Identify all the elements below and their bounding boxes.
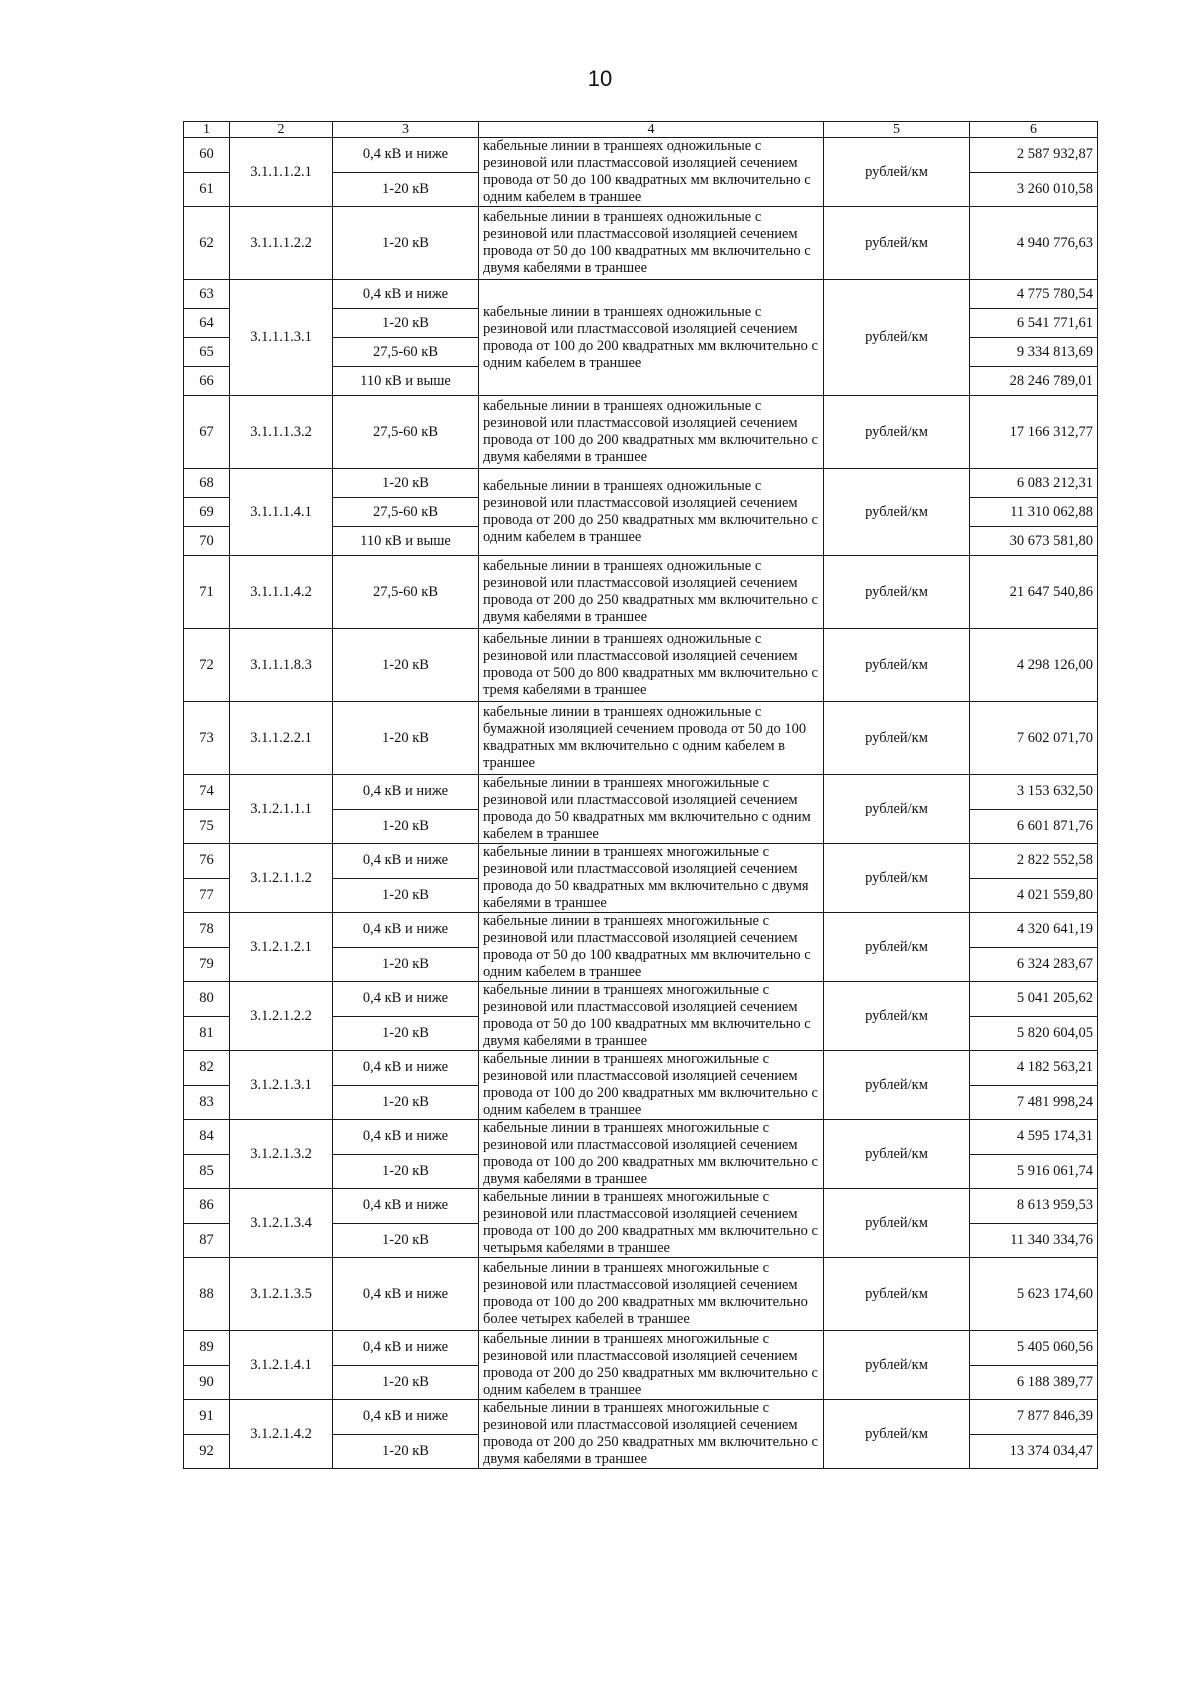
item-description: кабельные линии в траншеях одножильные с резиновой или пластмассовой изоляцией сечением провода от 200 до 250 квадратных мм включительно с одним кабелем в траншее [479,469,824,556]
price: 5 405 060,56 [970,1331,1098,1366]
voltage-class: 1-20 кВ [333,1016,479,1051]
voltage-class: 1-20 кВ [333,629,479,702]
price: 4 298 126,00 [970,629,1098,702]
item-code: 3.1.2.1.3.4 [230,1189,333,1258]
item-code: 3.1.2.1.1.2 [230,844,333,913]
price: 11 310 062,88 [970,498,1098,527]
table-row [184,396,1098,469]
price: 6 324 283,67 [970,947,1098,982]
price: 13 374 034,47 [970,1434,1098,1469]
voltage-class: 1-20 кВ [333,1154,479,1189]
voltage-class: 0,4 кВ и ниже [333,1331,479,1366]
table-row [184,913,1098,948]
row-number: 92 [184,1434,230,1469]
price: 17 166 312,77 [970,396,1098,469]
unit: рублей/км [824,1189,970,1258]
row-number: 72 [184,629,230,702]
tariff-table [183,121,1098,1469]
price: 3 153 632,50 [970,775,1098,810]
page-number: 10 [587,66,613,91]
voltage-class: 1-20 кВ [333,809,479,844]
row-number: 90 [184,1365,230,1400]
row-number: 85 [184,1154,230,1189]
voltage-class: 1-20 кВ [333,1223,479,1258]
item-code: 3.1.1.1.3.1 [230,280,333,396]
table-row [184,844,1098,879]
header-row [184,122,1098,138]
row-number: 64 [184,309,230,338]
row-number: 69 [184,498,230,527]
unit: рублей/км [824,844,970,913]
row-number: 87 [184,1223,230,1258]
item-description: кабельные линии в траншеях многожильные с резиновой или пластмассовой изоляцией сечением провода от 50 до 100 квадратных мм включительно с двумя кабелями в траншее [479,982,824,1051]
column-header: 5 [824,122,970,138]
row-number: 61 [184,172,230,207]
row-number: 76 [184,844,230,879]
item-description: кабельные линии в траншеях одножильные с резиновой или пластмассовой изоляцией сечением провода от 50 до 100 квадратных мм включительно с одним кабелем в траншее [479,138,824,207]
unit: рублей/км [824,138,970,207]
item-code: 3.1.1.1.3.2 [230,396,333,469]
price: 30 673 581,80 [970,527,1098,556]
row-number: 67 [184,396,230,469]
unit: рублей/км [824,556,970,629]
row-number: 68 [184,469,230,498]
unit: рублей/км [824,1400,970,1469]
price: 6 188 389,77 [970,1365,1098,1400]
voltage-class: 1-20 кВ [333,207,479,280]
item-code: 3.1.2.1.3.5 [230,1258,333,1331]
item-description: кабельные линии в траншеях одножильные с резиновой или пластмассовой изоляцией сечением провода от 100 до 200 квадратных мм включительно с двумя кабелями в траншее [479,396,824,469]
voltage-class: 1-20 кВ [333,1085,479,1120]
item-code: 3.1.1.1.4.1 [230,469,333,556]
table-row [184,1189,1098,1224]
table-row [184,775,1098,810]
table-row [184,1120,1098,1155]
unit: рублей/км [824,1258,970,1331]
item-description: кабельные линии в траншеях одножильные с резиновой или пластмассовой изоляцией сечением провода от 100 до 200 квадратных мм включительно с одним кабелем в траншее [479,280,824,396]
item-description: кабельные линии в траншеях многожильные с резиновой или пластмассовой изоляцией сечением провода от 100 до 200 квадратных мм включительно с двумя кабелями в траншее [479,1120,824,1189]
voltage-class: 27,5-60 кВ [333,498,479,527]
unit: рублей/км [824,396,970,469]
voltage-class: 110 кВ и выше [333,367,479,396]
voltage-class: 0,4 кВ и ниже [333,775,479,810]
price: 7 877 846,39 [970,1400,1098,1435]
row-number: 75 [184,809,230,844]
price: 11 340 334,76 [970,1223,1098,1258]
item-description: кабельные линии в траншеях одножильные с бумажной изоляцией сечением провода от 50 до 100 квадратных мм включительно с одним кабелем в траншее [479,702,824,775]
row-number: 89 [184,1331,230,1366]
price: 4 940 776,63 [970,207,1098,280]
item-description: кабельные линии в траншеях одножильные с резиновой или пластмассовой изоляцией сечением провода от 200 до 250 квадратных мм включительно с двумя кабелями в траншее [479,556,824,629]
column-header: 2 [230,122,333,138]
voltage-class: 0,4 кВ и ниже [333,1400,479,1435]
price: 5 916 061,74 [970,1154,1098,1189]
column-header: 6 [970,122,1098,138]
price: 6 601 871,76 [970,809,1098,844]
voltage-class: 1-20 кВ [333,309,479,338]
price: 21 647 540,86 [970,556,1098,629]
voltage-class: 1-20 кВ [333,878,479,913]
voltage-class: 0,4 кВ и ниже [333,1120,479,1155]
price: 2 822 552,58 [970,844,1098,879]
table-row [184,556,1098,629]
row-number: 80 [184,982,230,1017]
row-number: 81 [184,1016,230,1051]
voltage-class: 27,5-60 кВ [333,338,479,367]
table-row [184,207,1098,280]
price: 4 320 641,19 [970,913,1098,948]
price: 9 334 813,69 [970,338,1098,367]
unit: рублей/км [824,629,970,702]
voltage-class: 1-20 кВ [333,1365,479,1400]
row-number: 82 [184,1051,230,1086]
unit: рублей/км [824,469,970,556]
item-description: кабельные линии в траншеях многожильные с резиновой или пластмассовой изоляцией сечением провода от 200 до 250 квадратных мм включительно с одним кабелем в траншее [479,1331,824,1400]
column-header: 3 [333,122,479,138]
voltage-class: 1-20 кВ [333,469,479,498]
item-code: 3.1.1.2.2.1 [230,702,333,775]
item-description: кабельные линии в траншеях многожильные с резиновой или пластмассовой изоляцией сечением провода от 100 до 200 квадратных мм включительно с одним кабелем в траншее [479,1051,824,1120]
item-code: 3.1.2.1.4.1 [230,1331,333,1400]
unit: рублей/км [824,1120,970,1189]
price: 7 602 071,70 [970,702,1098,775]
price: 2 587 932,87 [970,138,1098,173]
table-row [184,629,1098,702]
row-number: 88 [184,1258,230,1331]
item-code: 3.1.2.1.3.2 [230,1120,333,1189]
voltage-class: 1-20 кВ [333,1434,479,1469]
row-number: 71 [184,556,230,629]
voltage-class: 0,4 кВ и ниже [333,982,479,1017]
table-row [184,469,1098,498]
voltage-class: 0,4 кВ и ниже [333,844,479,879]
row-number: 73 [184,702,230,775]
price: 4 595 174,31 [970,1120,1098,1155]
unit: рублей/км [824,1051,970,1120]
item-code: 3.1.1.1.4.2 [230,556,333,629]
voltage-class: 1-20 кВ [333,702,479,775]
item-description: кабельные линии в траншеях многожильные с резиновой или пластмассовой изоляцией сечением провода до 50 квадратных мм включительно с одним кабелем в траншее [479,775,824,844]
voltage-class: 27,5-60 кВ [333,396,479,469]
price: 3 260 010,58 [970,172,1098,207]
table-row [184,1331,1098,1366]
item-code: 3.1.1.1.2.1 [230,138,333,207]
price: 7 481 998,24 [970,1085,1098,1120]
price: 5 041 205,62 [970,982,1098,1017]
unit: рублей/км [824,913,970,982]
price: 6 083 212,31 [970,469,1098,498]
item-code: 3.1.2.1.3.1 [230,1051,333,1120]
table-row [184,982,1098,1017]
row-number: 66 [184,367,230,396]
item-description: кабельные линии в траншеях многожильные с резиновой или пластмассовой изоляцией сечением провода от 100 до 200 квадратных мм включительно более четырех кабелей в траншее [479,1258,824,1331]
row-number: 65 [184,338,230,367]
row-number: 74 [184,775,230,810]
price: 5 623 174,60 [970,1258,1098,1331]
row-number: 60 [184,138,230,173]
unit: рублей/км [824,982,970,1051]
row-number: 63 [184,280,230,309]
item-description: кабельные линии в траншеях многожильные с резиновой или пластмассовой изоляцией сечением провода от 100 до 200 квадратных мм включительно с четырьмя кабелями в траншее [479,1189,824,1258]
item-code: 3.1.2.1.2.1 [230,913,333,982]
item-description: кабельные линии в траншеях многожильные с резиновой или пластмассовой изоляцией сечением провода от 200 до 250 квадратных мм включительно с двумя кабелями в траншее [479,1400,824,1469]
item-code: 3.1.1.1.8.3 [230,629,333,702]
table-row [184,1400,1098,1435]
price: 28 246 789,01 [970,367,1098,396]
unit: рублей/км [824,207,970,280]
price: 6 541 771,61 [970,309,1098,338]
voltage-class: 0,4 кВ и ниже [333,913,479,948]
row-number: 78 [184,913,230,948]
voltage-class: 1-20 кВ [333,947,479,982]
item-description: кабельные линии в траншеях многожильные с резиновой или пластмассовой изоляцией сечением провода от 50 до 100 квадратных мм включительно с одним кабелем в траншее [479,913,824,982]
price: 4 775 780,54 [970,280,1098,309]
row-number: 77 [184,878,230,913]
voltage-class: 0,4 кВ и ниже [333,1258,479,1331]
item-description: кабельные линии в траншеях одножильные с резиновой или пластмассовой изоляцией сечением провода от 50 до 100 квадратных мм включительно с двумя кабелями в траншее [479,207,824,280]
item-code: 3.1.2.1.2.2 [230,982,333,1051]
row-number: 84 [184,1120,230,1155]
table-row [184,138,1098,173]
voltage-class: 0,4 кВ и ниже [333,1051,479,1086]
voltage-class: 0,4 кВ и ниже [333,1189,479,1224]
row-number: 83 [184,1085,230,1120]
item-code: 3.1.2.1.1.1 [230,775,333,844]
item-code: 3.1.2.1.4.2 [230,1400,333,1469]
price: 4 182 563,21 [970,1051,1098,1086]
item-description: кабельные линии в траншеях многожильные с резиновой или пластмассовой изоляцией сечением провода до 50 квадратных мм включительно с двумя кабелями в траншее [479,844,824,913]
price: 5 820 604,05 [970,1016,1098,1051]
table-row [184,1258,1098,1331]
table-row [184,702,1098,775]
voltage-class: 110 кВ и выше [333,527,479,556]
column-header: 4 [479,122,824,138]
voltage-class: 27,5-60 кВ [333,556,479,629]
row-number: 86 [184,1189,230,1224]
voltage-class: 0,4 кВ и ниже [333,138,479,173]
table-row [184,1051,1098,1086]
unit: рублей/км [824,1331,970,1400]
row-number: 79 [184,947,230,982]
row-number: 91 [184,1400,230,1435]
voltage-class: 1-20 кВ [333,172,479,207]
table-row [184,280,1098,309]
column-header: 1 [184,122,230,138]
voltage-class: 0,4 кВ и ниже [333,280,479,309]
unit: рублей/км [824,280,970,396]
row-number: 62 [184,207,230,280]
price: 4 021 559,80 [970,878,1098,913]
unit: рублей/км [824,702,970,775]
unit: рублей/км [824,775,970,844]
price: 8 613 959,53 [970,1189,1098,1224]
item-code: 3.1.1.1.2.2 [230,207,333,280]
row-number: 70 [184,527,230,556]
item-description: кабельные линии в траншеях одножильные с резиновой или пластмассовой изоляцией сечением провода от 500 до 800 квадратных мм включительно с тремя кабелями в траншее [479,629,824,702]
